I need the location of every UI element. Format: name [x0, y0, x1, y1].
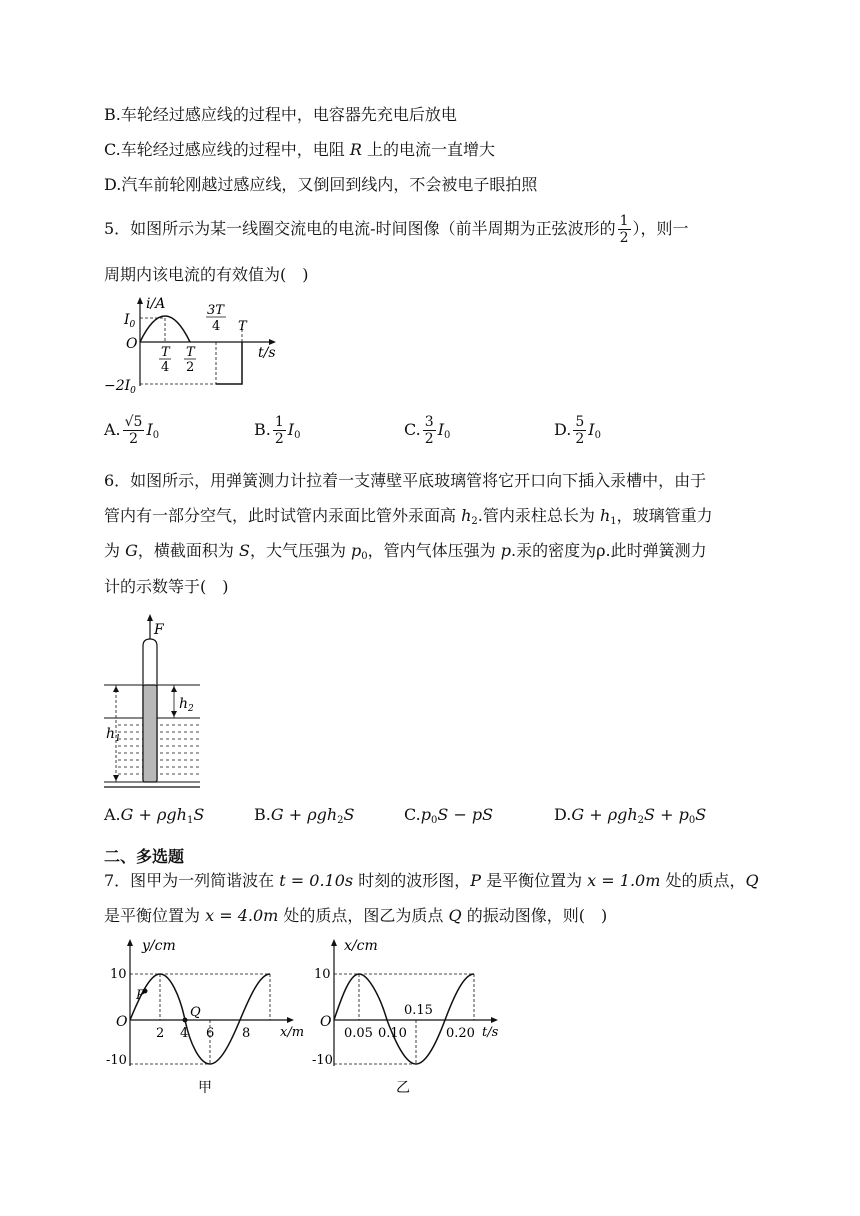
q5-origin: O [126, 336, 138, 352]
q5-stem-fraction [618, 213, 631, 246]
q7-yi-y-top: 10 [314, 967, 331, 982]
q4-option-b: B.车轮经过感应线的过程中，电容器先充电后放电 [104, 105, 457, 124]
q7-jia-y-label: y/cm [142, 938, 176, 954]
q6-h2-label: $h_2$ [179, 696, 194, 714]
q7-jia-tick-4: 4 [180, 1026, 189, 1041]
q6-stem-line3: 为 G，横截面积为 S，大气压强为 $p_0$，管内气体压强为 p.汞的密度为ρ.此时弹簧测力 [104, 541, 707, 562]
q5-y-label: i/A [146, 296, 166, 312]
q7-jia-y-top: 10 [110, 967, 127, 982]
q5-stem-line1 [104, 213, 689, 246]
q5-tick-t4-num: T [161, 345, 170, 360]
q6-force-label: F [154, 622, 164, 638]
q4-option-c [104, 139, 495, 161]
q4-option-c-pre: C.车轮经过感应线的过程中，电阻 [104, 140, 350, 159]
q5-option-b: B. $\frac{1}{2}$ $I_0$ [254, 414, 301, 447]
q6-option-b: B.G + ρgh$_2$S [254, 805, 355, 826]
q5-stem-frac-num: 1 [619, 213, 629, 229]
q6-mercury-tube-figure [104, 612, 214, 794]
q5-neg-label: $-2I_0$ [104, 378, 136, 394]
q7-yi-tick-005: 0.05 [344, 1026, 373, 1041]
q7-stem-line2: 是平衡位置为 x = 4.0m 处的质点，图乙为质点 Q 的振动图像，则( ) [104, 906, 608, 925]
q4-option-c-post: 上的电流一直增大 [361, 140, 495, 159]
q6-option-c: $C.p_0S$ − pS [404, 805, 494, 826]
q5-tick-3t4-num: 3T [207, 303, 224, 318]
q5-tick-t2-num: T [186, 345, 195, 360]
q6-h1-label: $h_1$ [106, 726, 121, 744]
q7-yi-tick-015: 0.15 [404, 1003, 433, 1018]
q5-stem-pre: 5．如图所示为某一线圈交流电的电流-时间图像（前半周期为正弦波形的 [104, 219, 616, 238]
q5-option-c: C. $\frac{3}{2}$ $I_0$ [404, 414, 451, 447]
q6-stem-line4: 计的示数等于( ) [104, 577, 229, 596]
q6-stem-line1: 6．如图所示，用弹簧测力计拉着一支薄壁平底玻璃管将它开口向下插入汞槽中，由于 [104, 471, 707, 490]
q7-jia-tick-6: 6 [206, 1026, 215, 1041]
q7-jia-point-p: P [136, 988, 145, 1003]
q7-jia-origin: O [116, 1014, 128, 1030]
q5-tick-3t4-den: 4 [212, 319, 221, 334]
q7-jia-caption: 甲 [198, 1080, 212, 1096]
q7-yi-y-label: x/cm [344, 938, 378, 954]
q7-jia-tick-2: 2 [156, 1026, 165, 1041]
q5-stem-post: ），则一 [632, 219, 689, 238]
section-heading-multiple-choice: 二、多选题 [104, 847, 185, 866]
q7-yi-caption: 乙 [396, 1080, 410, 1096]
q5-option-d: D. $\frac{5}{2}$ $I_0$ [554, 414, 601, 447]
q5-current-time-graph [104, 294, 294, 394]
q7-jia-y-bottom: -10 [106, 1053, 127, 1068]
q7-yi-origin: O [320, 1014, 332, 1030]
q7-jia-point-q: Q [190, 1005, 201, 1020]
q7-yi-vibration-curve [334, 974, 474, 1064]
q6-mercury-column [143, 685, 157, 782]
q7-vibration-graph-yi [312, 936, 512, 1096]
q4-option-d: D.汽车前轮刚越过感应线，又倒回到线内，不会被电子眼拍照 [104, 175, 538, 194]
q7-yi-x-label: t/s [482, 1025, 499, 1040]
q7-stem-line1: 7．图甲为一列简谐波在 t = 0.10s 时刻的波形图，P 是平衡位置为 x = 1.0m 处的质点，Q [104, 871, 759, 890]
q6-option-a: A.G + ρgh$_1$S [104, 805, 205, 826]
q5-negative-pulse [216, 342, 242, 384]
q4-option-c-r: R [349, 140, 362, 159]
q5-i0-label: $I_0$ [124, 312, 136, 330]
q5-tick-t4-den: 4 [161, 360, 170, 375]
q7-jia-tick-8: 8 [242, 1026, 251, 1041]
q5-x-label: t/s [258, 345, 276, 361]
q7-yi-y-bottom: -10 [312, 1053, 333, 1068]
q5-stem-frac-den: 2 [619, 230, 629, 246]
q5-tick-t: T [238, 319, 247, 334]
q7-yi-tick-020: 0.20 [446, 1026, 475, 1041]
q6-stem-line2: 管内有一部分空气，此时试管内汞面比管外汞面高 $h_2$.管内汞柱总长为 $h_1$，玻璃管重力 [104, 506, 713, 527]
q7-yi-tick-010: 0.10 [378, 1026, 407, 1041]
q6-option-d: $D.G + \rho gh_2S + p_0S$ [554, 805, 707, 826]
q5-option-a: A. $\frac{√5}{2}$ $I_0$ [104, 414, 160, 447]
q5-stem-line2: 周期内该电流的有效值为( ) [104, 265, 309, 284]
q7-wave-graph-jia [104, 936, 304, 1096]
q5-tick-t2-den: 2 [186, 360, 195, 375]
q7-jia-x-label: x/m [280, 1025, 304, 1040]
